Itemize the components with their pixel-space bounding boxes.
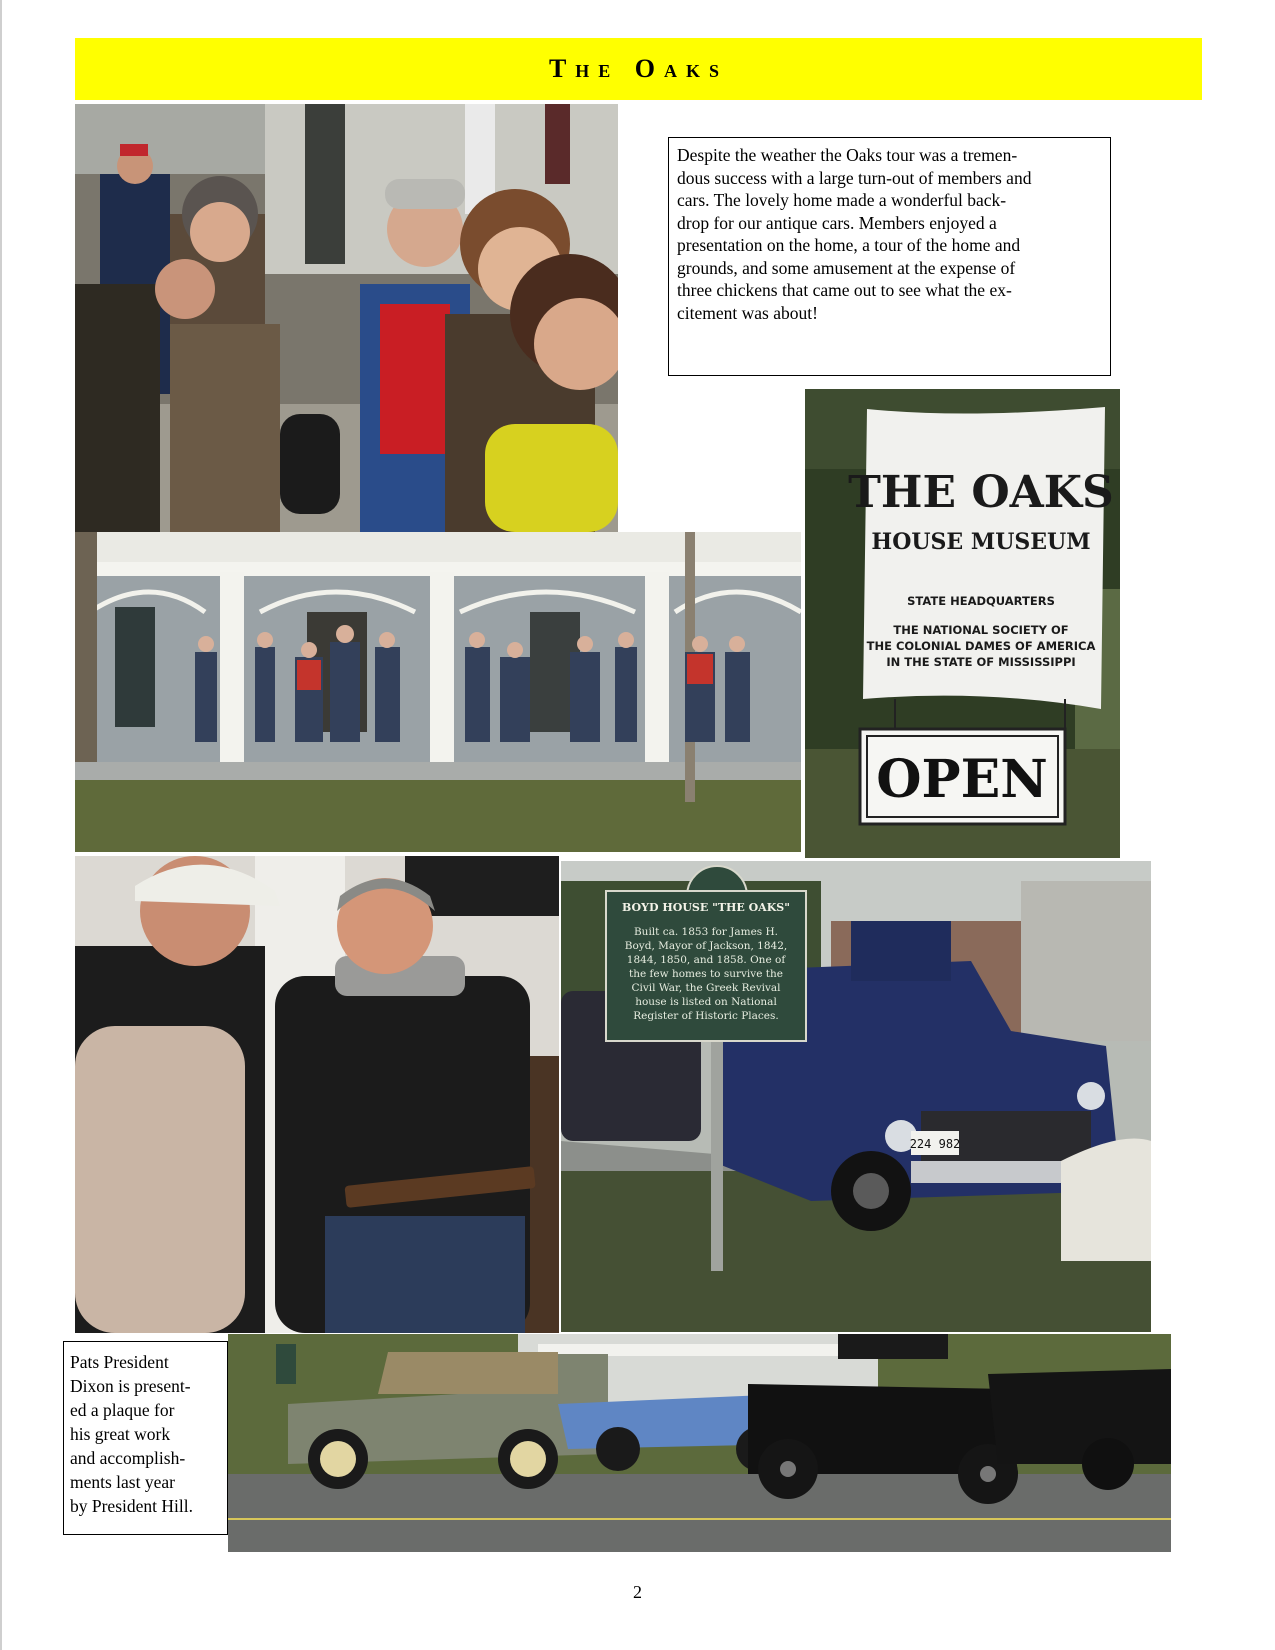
page-edge [0,0,2,1650]
page-title: The Oaks [548,54,729,83]
caption-line: Pats President [70,1352,169,1372]
marker-line: house is listed on National [635,996,777,1008]
photo-museum-sign [805,389,1120,858]
marker-line: Built ca. 1853 for James H. [633,926,779,938]
intro-line: dous success with a large turn-out of members and [677,167,1032,188]
photo-members-on-porch [75,104,618,532]
marker-line: Register of Historic Places. [633,1010,779,1022]
photo-historic-marker-truck [561,861,1151,1332]
photo-plaque-presentation [75,856,559,1333]
caption-textbox [63,1341,228,1535]
sign-society-line: THE COLONIAL DAMES OF AMERICA [866,639,1096,653]
intro-line: Despite the weather the Oaks tour was a tremen- [677,145,1018,165]
intro-textbox [668,137,1111,376]
intro-line: citement was about! [677,302,818,323]
intro-line: three chickens that came out to see what the ex- [677,280,1012,300]
intro-line: presentation on the home, a tour of the home and [677,235,1021,255]
photo-house-porch-crowd [75,532,801,852]
sign-society-line: IN THE STATE OF MISSISSIPPI [886,655,1076,669]
intro-line: drop for our antique cars. Members enjoyed a [677,212,997,233]
sign-title: THE OAKS [848,467,1114,518]
marker-heading: BOYD HOUSE "THE OAKS" [622,901,790,914]
sign-headquarters: STATE HEADQUARTERS [907,594,1055,608]
caption-line: Dixon is present- [70,1376,191,1396]
intro-line: grounds, and some amusement at the expense of [677,257,1016,278]
license-plate: 224 982 [909,1137,961,1151]
caption-line: ments last year [70,1472,175,1492]
marker-line: the few homes to survive the [629,968,783,980]
caption-line: his great work [70,1424,171,1444]
title-banner [75,38,1202,100]
intro-line: cars. The lovely home made a wonderful back- [677,190,1007,210]
sign-open: OPEN [876,749,1048,810]
sign-society-line: THE NATIONAL SOCIETY OF [893,623,1069,637]
caption-line: and accomplish- [70,1448,186,1468]
caption-line: by President Hill. [70,1496,193,1516]
marker-line: Boyd, Mayor of Jackson, 1842, [624,940,788,952]
marker-line: Civil War, the Greek Revival [631,982,781,994]
marker-line: 1844, 1850, and 1858. One of [626,954,786,966]
caption-line: ed a plaque for [70,1400,175,1420]
page-number: 2 [633,1582,642,1602]
sign-subtitle: HOUSE MUSEUM [871,529,1091,555]
photo-antique-cars [228,1334,1171,1552]
